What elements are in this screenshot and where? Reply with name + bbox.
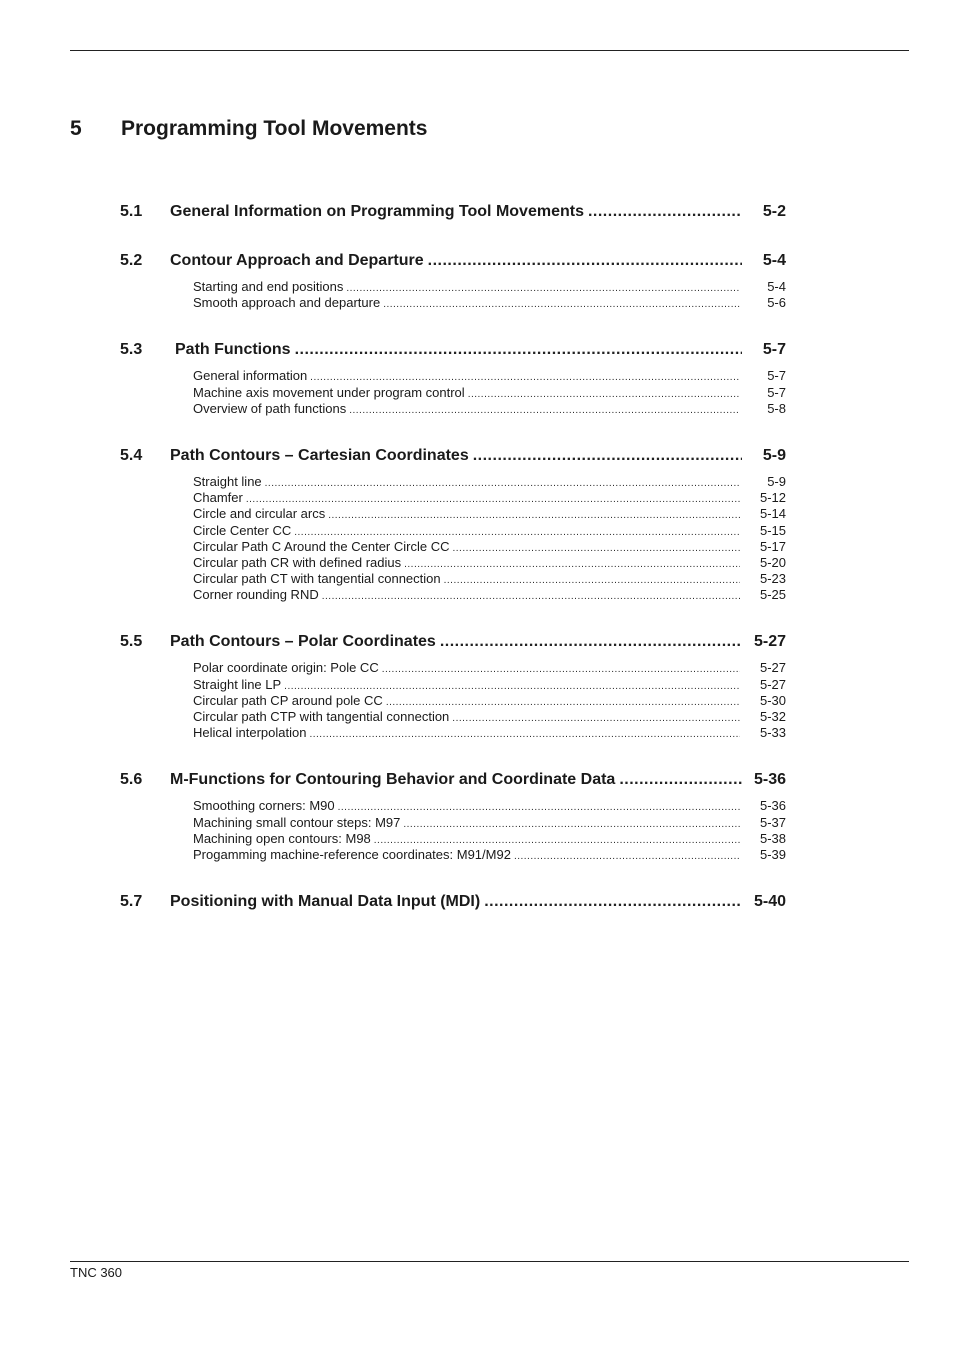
- dot-leader: [619, 768, 742, 791]
- subsection-page-number: 5-30: [759, 692, 786, 708]
- section-page-number: 5-2: [762, 203, 786, 220]
- subsection-title: General information: [193, 368, 308, 384]
- subsection-page-number: 5-36: [759, 798, 786, 814]
- subsection-title: Machining small contour steps: M97: [193, 814, 401, 830]
- subsection-page-number: 5-32: [759, 709, 786, 724]
- subsection-title: Circular path CR with defined radius: [193, 554, 402, 570]
- toc-section: [120, 444, 786, 604]
- subsection-page-number: 5-12: [759, 490, 786, 506]
- dot-leader: [346, 281, 740, 297]
- toc-subsection-entry[interactable]: [193, 831, 786, 847]
- toc-section: [120, 200, 786, 223]
- dot-leader: [428, 249, 742, 272]
- toc-subsection-entry[interactable]: [193, 660, 786, 676]
- dot-leader: [484, 890, 742, 913]
- subsection-title: Helical interpolation: [193, 725, 307, 741]
- toc-subsection-entry[interactable]: [193, 815, 786, 831]
- dot-leader: [383, 297, 740, 313]
- toc-subsection-entry[interactable]: [193, 368, 786, 384]
- dot-leader: [468, 387, 740, 403]
- toc-subsection-entry[interactable]: [193, 385, 786, 401]
- section-title: Contour Approach and Departure: [170, 252, 424, 269]
- dot-leader: [440, 630, 742, 653]
- section-title: Path Contours – Polar Coordinates: [170, 633, 436, 651]
- subsection-page-number: 5-27: [759, 676, 786, 692]
- subsection-page-number: 5-33: [759, 725, 786, 741]
- toc-section-entry[interactable]: [120, 630, 786, 653]
- dot-leader: [473, 444, 742, 467]
- section-number: 5.7: [120, 893, 143, 911]
- subsection-title: Circle Center CC: [193, 522, 292, 538]
- dot-leader: [309, 727, 740, 743]
- section-number: 5.3: [120, 341, 143, 359]
- dot-leader: [328, 508, 740, 524]
- toc-subsection-entry[interactable]: [193, 555, 786, 571]
- section-page-number: 5-27: [753, 633, 786, 651]
- toc-subsection-entry[interactable]: [193, 490, 786, 506]
- toc-subsection-entry[interactable]: [193, 709, 786, 725]
- subsection-page-number: 5-37: [759, 814, 786, 830]
- subsection-page-number: 5-23: [759, 571, 786, 587]
- dot-leader: [514, 849, 740, 865]
- subsection-title: Circle and circular arcs: [193, 506, 326, 522]
- subsection-title: Smooth approach and departure: [193, 295, 381, 311]
- subsection-page-number: 5-38: [759, 830, 786, 846]
- dot-leader: [265, 476, 740, 492]
- section-title: Path Functions: [175, 341, 291, 359]
- dot-leader: [453, 541, 741, 557]
- subsection-title: Circular Path C Around the Center Circle CC: [193, 538, 450, 554]
- subsection-title: Machine axis movement under program control: [193, 384, 465, 400]
- subsection-page-number: 5-25: [759, 587, 786, 603]
- subsection-title: Machining open contours: M98: [193, 830, 371, 846]
- dot-leader: [349, 403, 740, 419]
- section-page-number: 5-4: [762, 252, 786, 269]
- dot-leader: [403, 817, 740, 833]
- toc-subsection-entry[interactable]: [193, 798, 786, 814]
- subsection-title: Corner rounding RND: [193, 587, 319, 603]
- subsection-page-number: 5-27: [759, 660, 786, 676]
- subsection-list: [120, 368, 786, 417]
- toc-section: [120, 890, 786, 913]
- section-title: Positioning with Manual Data Input (MDI): [170, 893, 481, 911]
- subsection-page-number: 5-39: [759, 846, 786, 862]
- dot-leader: [295, 338, 742, 361]
- subsection-title: Smoothing corners: M90: [193, 798, 335, 814]
- subsection-page-number: 5-7: [767, 368, 786, 384]
- section-number: 5.5: [120, 633, 143, 651]
- section-title: M-Functions for Contouring Behavior and Coordinate Data: [170, 771, 616, 789]
- subsection-page-number: 5-8: [767, 400, 786, 416]
- toc-section-entry[interactable]: [120, 890, 786, 913]
- subsection-title: Progamming machine-reference coordinates: M91/M92: [193, 846, 511, 862]
- dot-leader: [404, 557, 740, 573]
- header-rule: [70, 50, 909, 51]
- chapter-number: 5: [70, 117, 82, 140]
- toc-subsection-entry[interactable]: [193, 587, 786, 603]
- toc-section: [120, 338, 786, 417]
- toc-subsection-entry[interactable]: [193, 571, 786, 587]
- section-number: 5.6: [120, 771, 143, 789]
- subsection-list: [120, 279, 786, 311]
- subsection-page-number: 5-7: [767, 384, 786, 400]
- subsection-page-number: 5-20: [759, 554, 786, 570]
- toc-section-entry[interactable]: [120, 200, 786, 223]
- toc-section: [120, 249, 786, 311]
- subsection-page-number: 5-14: [759, 506, 786, 522]
- subsection-list: [120, 474, 786, 604]
- toc-subsection-entry[interactable]: [193, 506, 786, 522]
- subsection-page-number: 5-17: [759, 538, 786, 554]
- footer-rule: [70, 1261, 909, 1262]
- subsection-title: Starting and end positions: [193, 279, 344, 294]
- subsection-page-number: 5-4: [767, 279, 786, 294]
- subsection-title: Overview of path functions: [193, 400, 347, 416]
- section-page-number: 5-9: [762, 446, 786, 464]
- subsection-title: Straight line: [193, 473, 262, 489]
- subsection-list: [120, 798, 786, 863]
- chapter-title: Programming Tool Movements: [121, 117, 428, 140]
- section-number: 5.2: [120, 252, 143, 269]
- subsection-page-number: 5-9: [767, 473, 786, 489]
- toc-section-entry[interactable]: [120, 338, 786, 361]
- dot-leader: [444, 573, 740, 589]
- dot-leader: [452, 711, 740, 727]
- toc-subsection-entry[interactable]: [193, 847, 786, 863]
- toc-subsection-entry[interactable]: [193, 693, 786, 709]
- section-number: 5.1: [120, 203, 143, 220]
- subsection-page-number: 5-15: [759, 522, 786, 538]
- toc-section-entry[interactable]: [120, 444, 786, 467]
- toc-subsection-entry[interactable]: [193, 474, 786, 490]
- footer-text: TNC 360: [70, 1265, 123, 1280]
- toc-subsection-entry[interactable]: [193, 279, 786, 295]
- section-number: 5.4: [120, 446, 143, 464]
- toc-subsection-entry[interactable]: [193, 401, 786, 417]
- section-page-number: 5-36: [753, 771, 786, 789]
- toc-section-entry[interactable]: [120, 768, 786, 791]
- toc-section: [120, 630, 786, 741]
- dot-leader: [588, 200, 742, 223]
- subsection-title: Circular path CT with tangential connection: [193, 571, 441, 587]
- dot-leader: [322, 589, 740, 605]
- section-title: General Information on Programming Tool Movements: [170, 203, 584, 220]
- subsection-title: Polar coordinate origin: Pole CC: [193, 660, 379, 676]
- table-of-contents: [120, 200, 786, 939]
- dot-leader: [382, 662, 740, 678]
- subsection-page-number: 5-6: [767, 295, 786, 311]
- subsection-title: Circular path CP around pole CC: [193, 692, 383, 708]
- toc-subsection-entry[interactable]: [193, 295, 786, 311]
- subsection-list: [120, 660, 786, 741]
- subsection-title: Chamfer: [193, 490, 243, 506]
- section-page-number: 5-7: [762, 341, 786, 359]
- toc-subsection-entry[interactable]: [193, 523, 786, 539]
- toc-section-entry[interactable]: [120, 249, 786, 272]
- subsection-title: Circular path CTP with tangential connection: [193, 709, 450, 724]
- section-page-number: 5-40: [753, 893, 786, 911]
- toc-subsection-entry[interactable]: [193, 539, 786, 555]
- toc-subsection-entry[interactable]: [193, 725, 786, 741]
- toc-subsection-entry[interactable]: [193, 677, 786, 693]
- toc-section: [120, 768, 786, 863]
- subsection-title: Straight line LP: [193, 676, 282, 692]
- section-title: Path Contours – Cartesian Coordinates: [170, 446, 469, 464]
